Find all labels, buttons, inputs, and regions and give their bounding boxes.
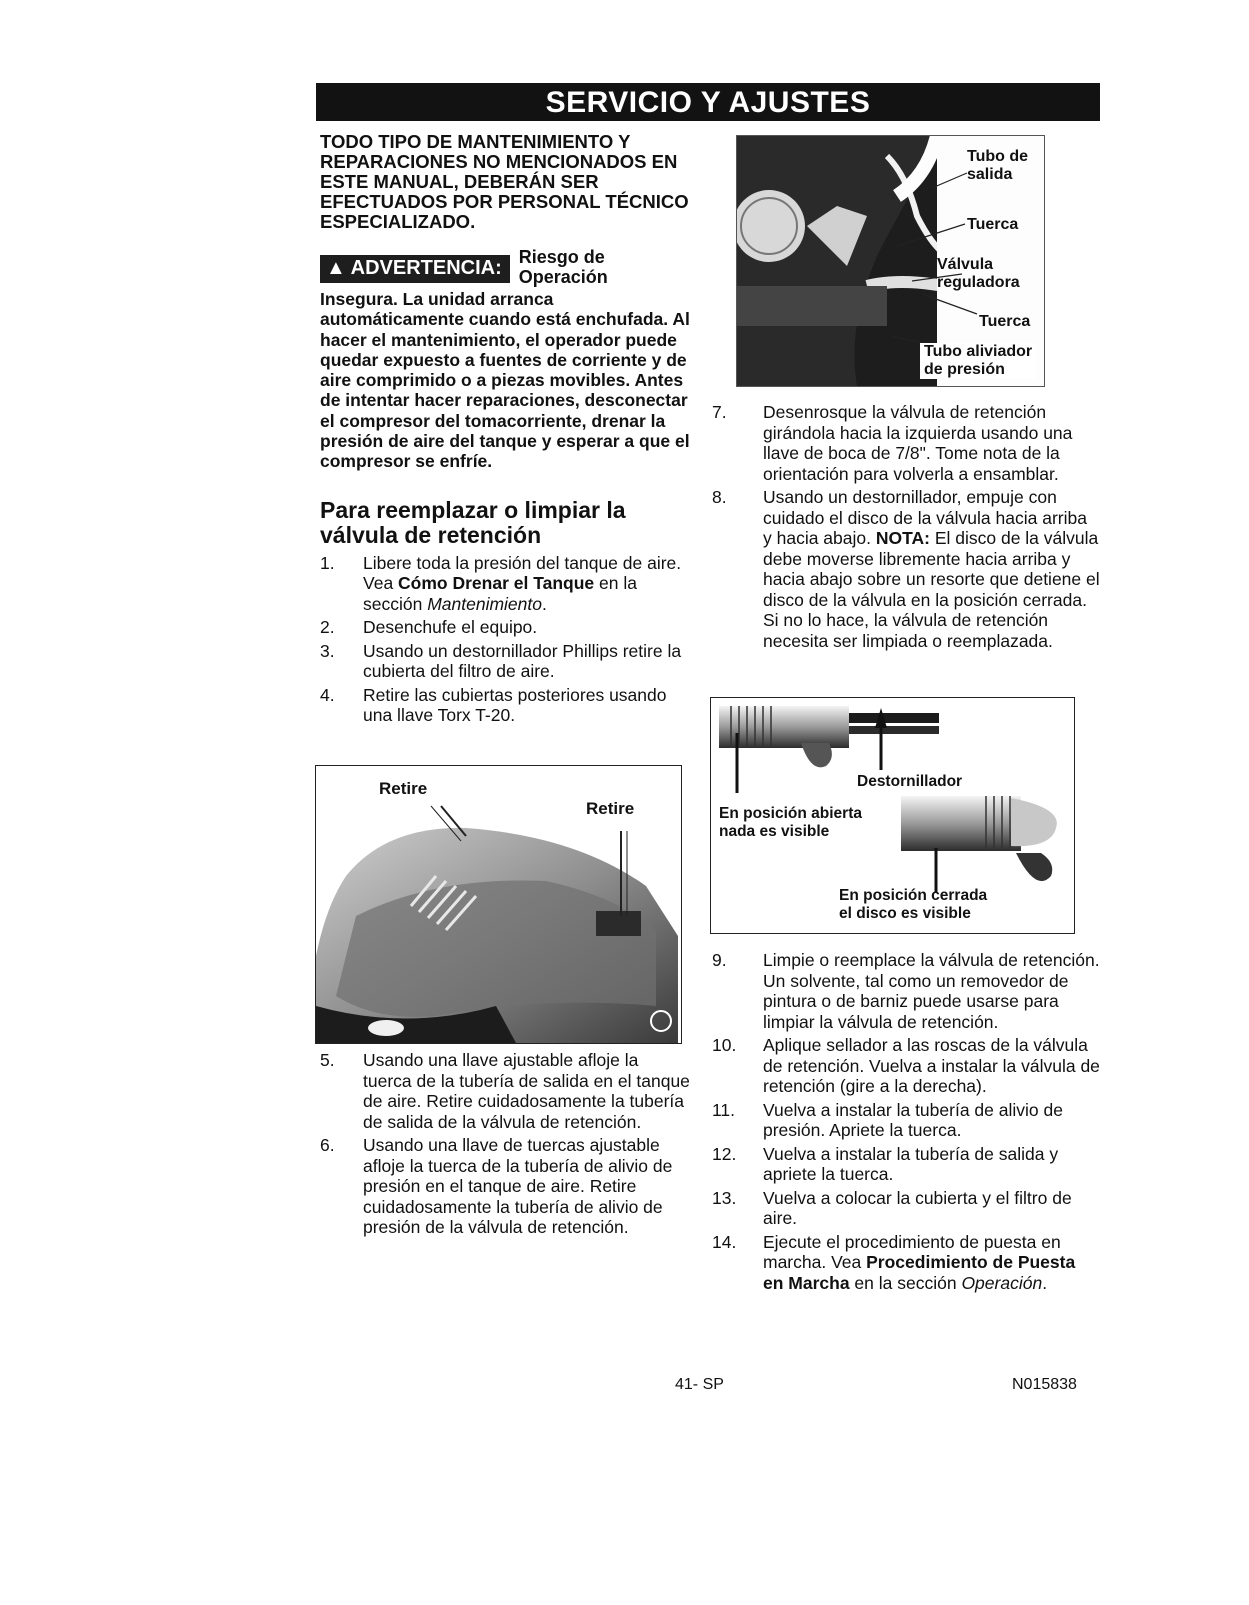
steps-list-5-6 [320, 1050, 690, 1238]
step-text: . [542, 593, 547, 614]
step-number: 10. [712, 1035, 737, 1055]
step-text: Desenrosque la válvula de retención girándola hacia la izquierda usando una llave de boca de 7/8". Tome nota de la orientación para volverla a ensamblar. [763, 402, 1073, 484]
label-closed-position [839, 887, 987, 923]
step-number: 4. [320, 684, 335, 705]
label-screwdriver: Destornillador [857, 773, 963, 790]
warning-risk-line1: Riesgo de [518, 247, 605, 267]
step-note-label: NOTA: [875, 528, 930, 548]
warning-badge [320, 255, 510, 283]
step-text: en la sección [363, 573, 637, 614]
step-item [712, 1187, 1100, 1229]
steps-list-7-8 [712, 402, 1100, 651]
label-relief-tube [920, 343, 1036, 379]
step-text: Usando un destornillador Phillips retire la cubierta del filtro de aire. [363, 640, 682, 682]
step-text: Vuelva a instalar la tubería de salida y apriete la tuerca. [763, 1143, 1059, 1184]
steps-list-9-14 [712, 950, 1100, 1293]
left-column-lower [320, 1050, 690, 1241]
step-number: 14. [712, 1231, 737, 1252]
step-text: Vuelva a colocar la cubierta y el filtro de aire. [763, 1187, 1072, 1228]
label-remove-right: Retire [586, 799, 635, 818]
label-valve-line1: Válvula [937, 256, 994, 273]
step-item [712, 487, 1100, 651]
section-title: Para reemplazar o limpiar la válvula de retención [320, 496, 626, 548]
warning-badge-text: ADVERTENCIA: [350, 257, 502, 279]
page-number: 41- SP [675, 1376, 724, 1393]
right-column-lower [712, 950, 1100, 1296]
figure-filter-cover [315, 765, 682, 1044]
step-text: Libere toda la presión del tanque de aire. Vea [363, 552, 682, 594]
page-header: SERVICIO Y AJUSTES [316, 83, 1100, 121]
warning-risk [519, 247, 608, 287]
step-text: Desenchufe el equipo. [363, 617, 538, 638]
step-item [320, 617, 690, 638]
step-text: Aplique sellador a las roscas de la válvula de retención. Vuelva a instalar la válvula de retención (gire a la derecha). [763, 1035, 1100, 1096]
step-item [320, 1135, 690, 1238]
warning-header [320, 247, 690, 287]
step-italic-text: Operación [961, 1272, 1043, 1293]
step-number: 11. [712, 1099, 736, 1120]
step-text: en la sección [849, 1272, 962, 1293]
step-number: 12. [712, 1143, 737, 1164]
label-relief-line1: Tubo aliviador [924, 343, 1033, 360]
document-code: N015838 [1012, 1376, 1077, 1393]
step-text: Usando una llave ajustable afloje la tuerca de la tubería de salida en el tanque de aire. Retire cuidadosamente la tubería de salida de la válvula de retención. [363, 1050, 690, 1132]
step-number: 2. [320, 617, 335, 638]
label-nut-bottom: Tuerca [979, 313, 1031, 330]
warning-body: Insegura. La unidad arranca automáticamente cuando está enchufada. Al hacer el mantenimiento, el operador puede quedar expuesto a fuentes de corriente y de aire comprimido o a piezas movibles. Antes de intentar hacer reparaciones, desconectar el compresor del tomacorriente, drenar la presión de aire del tanque y esperar a que el compresor se enfríe. [320, 289, 690, 472]
label-outlet-line1: Tubo de [967, 148, 1029, 165]
figure-check-valve [736, 135, 1045, 387]
step-item [712, 1143, 1100, 1185]
step-number: 9. [712, 950, 727, 970]
label-regulator-valve [937, 256, 1020, 292]
step-item [712, 950, 1100, 1032]
maintenance-notice: TODO TIPO DE MANTENIMIENTO Y REPARACIONES NO MENCIONADOS EN ESTE MANUAL, DEBERÁN SER EFECTUADOS POR PERSONAL TÉCNICO ESPECIALIZADO. [320, 131, 689, 232]
step-number: 1. [320, 552, 335, 573]
step-number: 8. [712, 487, 727, 507]
step-number: 6. [320, 1135, 335, 1155]
label-outlet-tube [967, 148, 1028, 184]
label-open-line1: En posición abierta [719, 805, 862, 822]
label-outlet-line2: salida [967, 166, 1013, 183]
step-bold-text: Procedimiento de Puesta en Marcha [763, 1252, 1076, 1293]
steps-list-1-4 [320, 553, 690, 726]
step-number: 3. [320, 640, 335, 661]
step-number: 13. [712, 1187, 737, 1208]
step-item [320, 553, 690, 615]
label-relief-line2: de presión [924, 361, 1005, 378]
step-text: . [1042, 1272, 1048, 1293]
step-item [712, 1099, 1100, 1141]
step-item [320, 641, 690, 682]
step-text: El disco de la válvula debe moverse libremente hacia arriba y hacia abajo sobre un resorte que detiene el disco de la válvula en la posición cerrada. Si no lo hace, la válvula de retención necesita ser limpiada o reemplazada. [763, 528, 1100, 651]
step-number: 5. [320, 1050, 335, 1070]
label-valve-line2: reguladora [937, 274, 1020, 291]
step-item [712, 402, 1100, 484]
label-open-position [719, 805, 862, 841]
right-column-upper [712, 402, 1100, 654]
step-text: Retire las cubiertas posteriores usando una llave Torx T-20. [363, 684, 667, 726]
step-text: Usando un destornillador, empuje con cuidado el disco de la válvula hacia arriba y hacia abajo. [763, 487, 1087, 548]
label-remove-left: Retire [379, 779, 428, 798]
step-text: Ejecute el procedimiento de puesta en marcha. Vea [763, 1231, 1061, 1272]
step-bold-text: Cómo Drenar el Tanque [398, 573, 595, 594]
step-text: Vuelva a instalar la tubería de alivio de presión. Apriete la tuerca. [763, 1099, 1063, 1140]
label-closed-line1: En posición cerrada [839, 887, 988, 904]
label-closed-line2: el disco es visible [839, 905, 971, 922]
step-number: 7. [712, 402, 727, 422]
label-open-line2: nada es visible [719, 823, 830, 840]
step-item [712, 1231, 1100, 1294]
warning-risk-line2: Operación [518, 267, 608, 287]
left-column [320, 132, 690, 729]
step-text: Limpie o reemplace la válvula de retención. Un solvente, tal como un removedor de pintura o de barniz puede usarse para limpiar la válvula de retención. [763, 950, 1100, 1032]
step-item [320, 685, 690, 726]
step-item [320, 1050, 690, 1132]
step-text: Usando una llave de tuercas ajustable afloje la tuerca de la tubería de alivio de presión en el tanque de aire. Retire cuidadosamente la tubería de alivio de presión de la válvula de retención. [363, 1135, 673, 1237]
step-item [712, 1035, 1100, 1097]
label-nut-top: Tuerca [967, 216, 1019, 233]
step-italic-text: Mantenimiento [427, 593, 542, 614]
warning-triangle-icon: ▲ [326, 257, 346, 279]
figure-valve-disc [710, 697, 1075, 934]
